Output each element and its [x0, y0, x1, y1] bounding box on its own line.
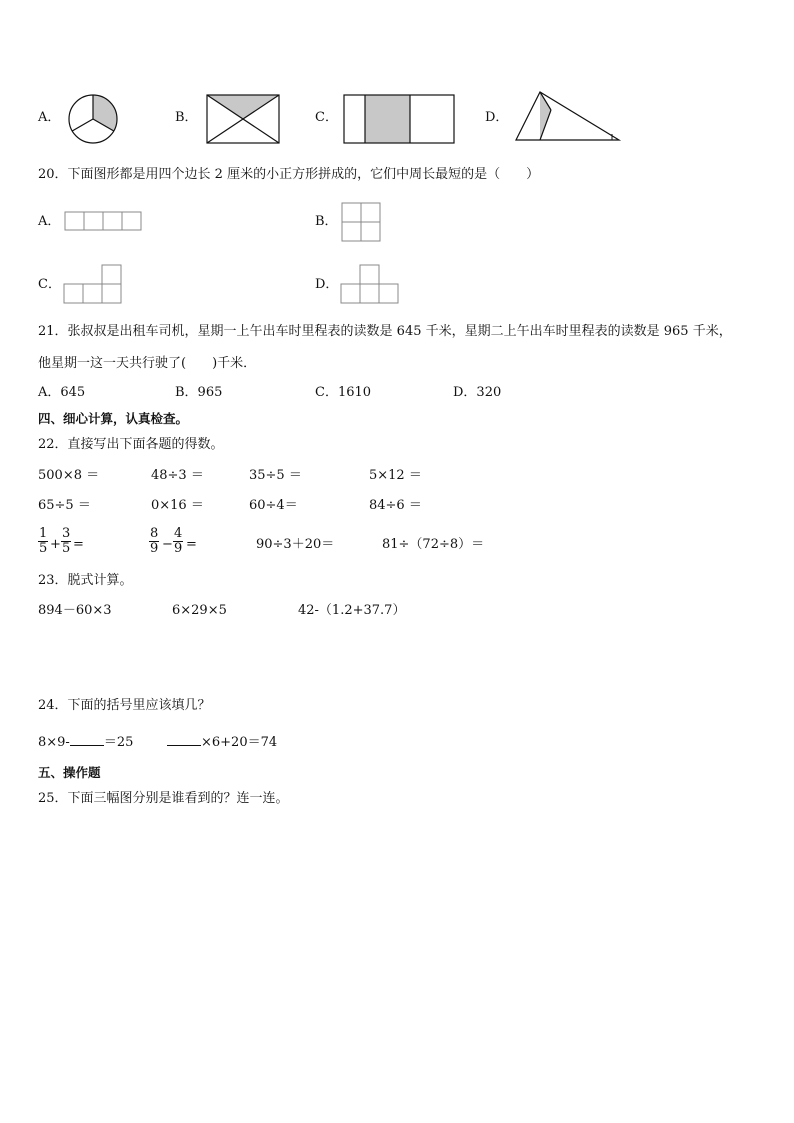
q22-item: 48÷3 ＝	[151, 468, 204, 483]
q20-option-a-label: A．	[38, 214, 61, 229]
q22-item: 60÷4＝	[249, 498, 298, 513]
section4-title: 四、细心计算，认真检查。	[38, 411, 189, 426]
fraction-denominator: 5	[39, 541, 48, 556]
expression-suffix: ＝25	[103, 735, 134, 750]
fraction-denominator: 5	[62, 541, 71, 556]
triangle-figure	[514, 90, 622, 142]
t-shape-squares-figure	[340, 264, 400, 304]
q19-option-b-label: B．	[175, 110, 198, 125]
q19-option-c-label: C．	[315, 110, 338, 125]
q22-item: 35÷5 ＝	[249, 468, 302, 483]
q25-question-text: 25．下面三幅图分别是谁看到的？连一连。	[38, 791, 289, 806]
q22-item: 90÷3＋20＝	[256, 537, 335, 552]
four-squares-row-figure	[64, 211, 142, 231]
fraction-denominator: 9	[174, 541, 183, 556]
l-shape-squares-figure	[63, 264, 123, 304]
rectangle-diagonals-figure	[206, 94, 280, 144]
q20-option-b-label: B．	[315, 214, 338, 229]
q23-question-text: 23．脱式计算。	[38, 573, 133, 588]
minus-operator: −	[162, 537, 173, 552]
expression-prefix: 8×9-	[38, 735, 70, 750]
q22-question-text: 22．直接写出下面各题的得数。	[38, 437, 224, 452]
answer-blank[interactable]	[70, 733, 104, 746]
fraction-numerator: 4	[174, 526, 183, 541]
fraction-numerator: 8	[150, 526, 159, 541]
fraction-denominator: 9	[150, 541, 159, 556]
answer-blank[interactable]	[167, 733, 201, 746]
fraction-four-ninths	[173, 527, 183, 556]
two-by-two-squares-figure	[341, 202, 381, 242]
q20-question-text: 20．下面图形都是用四个边长 2 厘米的小正方形拼成的，它们中周长最短的是（ ）	[38, 167, 540, 182]
section5-title: 五、操作题	[38, 765, 101, 780]
circle-thirds-figure	[67, 93, 119, 145]
plus-operator: +	[50, 537, 61, 552]
q21-option-d: D．320	[453, 385, 502, 400]
q24-item-1	[38, 733, 133, 751]
q24-question-text: 24．下面的括号里应该填几？	[38, 698, 211, 713]
q20-option-c-label: C．	[38, 277, 61, 292]
q22-item: 65÷5 ＝	[38, 498, 91, 513]
expression-suffix: ×6+20＝74	[201, 735, 278, 750]
equals-sign: =	[186, 537, 197, 552]
q22-item: 500×8 ＝	[38, 468, 100, 483]
q22-item: 81÷（72÷8）＝	[382, 537, 485, 552]
rectangle-thirds-figure	[343, 94, 455, 144]
q22-item: 5×12 ＝	[369, 468, 422, 483]
q22-item: 0×16 ＝	[151, 498, 204, 513]
q23-item: 894－60×3	[38, 603, 112, 618]
q20-option-d-label: D．	[315, 277, 339, 292]
fraction-numerator: 3	[62, 526, 71, 541]
fraction-numerator: 1	[39, 526, 48, 541]
q22-item: 84÷6 ＝	[369, 498, 422, 513]
q21-question-line2: 他星期一这一天共行驶了( )千米．	[38, 356, 257, 371]
fraction-eight-ninths	[149, 527, 159, 556]
fraction-one-fifth	[38, 527, 48, 556]
q21-option-a: A．645	[38, 385, 86, 400]
q21-option-c: C．1610	[315, 385, 372, 400]
q21-option-b: B．965	[175, 385, 223, 400]
q23-item: 42-（1.2+37.7）	[298, 603, 406, 618]
q24-item-2	[167, 733, 277, 751]
q21-question-line1: 21．张叔叔是出租车司机，星期一上午出车时里程表的读数是 645 千米，星期二上午出车时里程表的读数是 965 千米，	[38, 324, 732, 339]
q19-option-a-label: A．	[38, 110, 61, 125]
q19-option-d-label: D．	[485, 110, 509, 125]
q23-item: 6×29×5	[172, 603, 227, 618]
equals-sign: =	[73, 537, 84, 552]
fraction-three-fifths	[61, 527, 71, 556]
